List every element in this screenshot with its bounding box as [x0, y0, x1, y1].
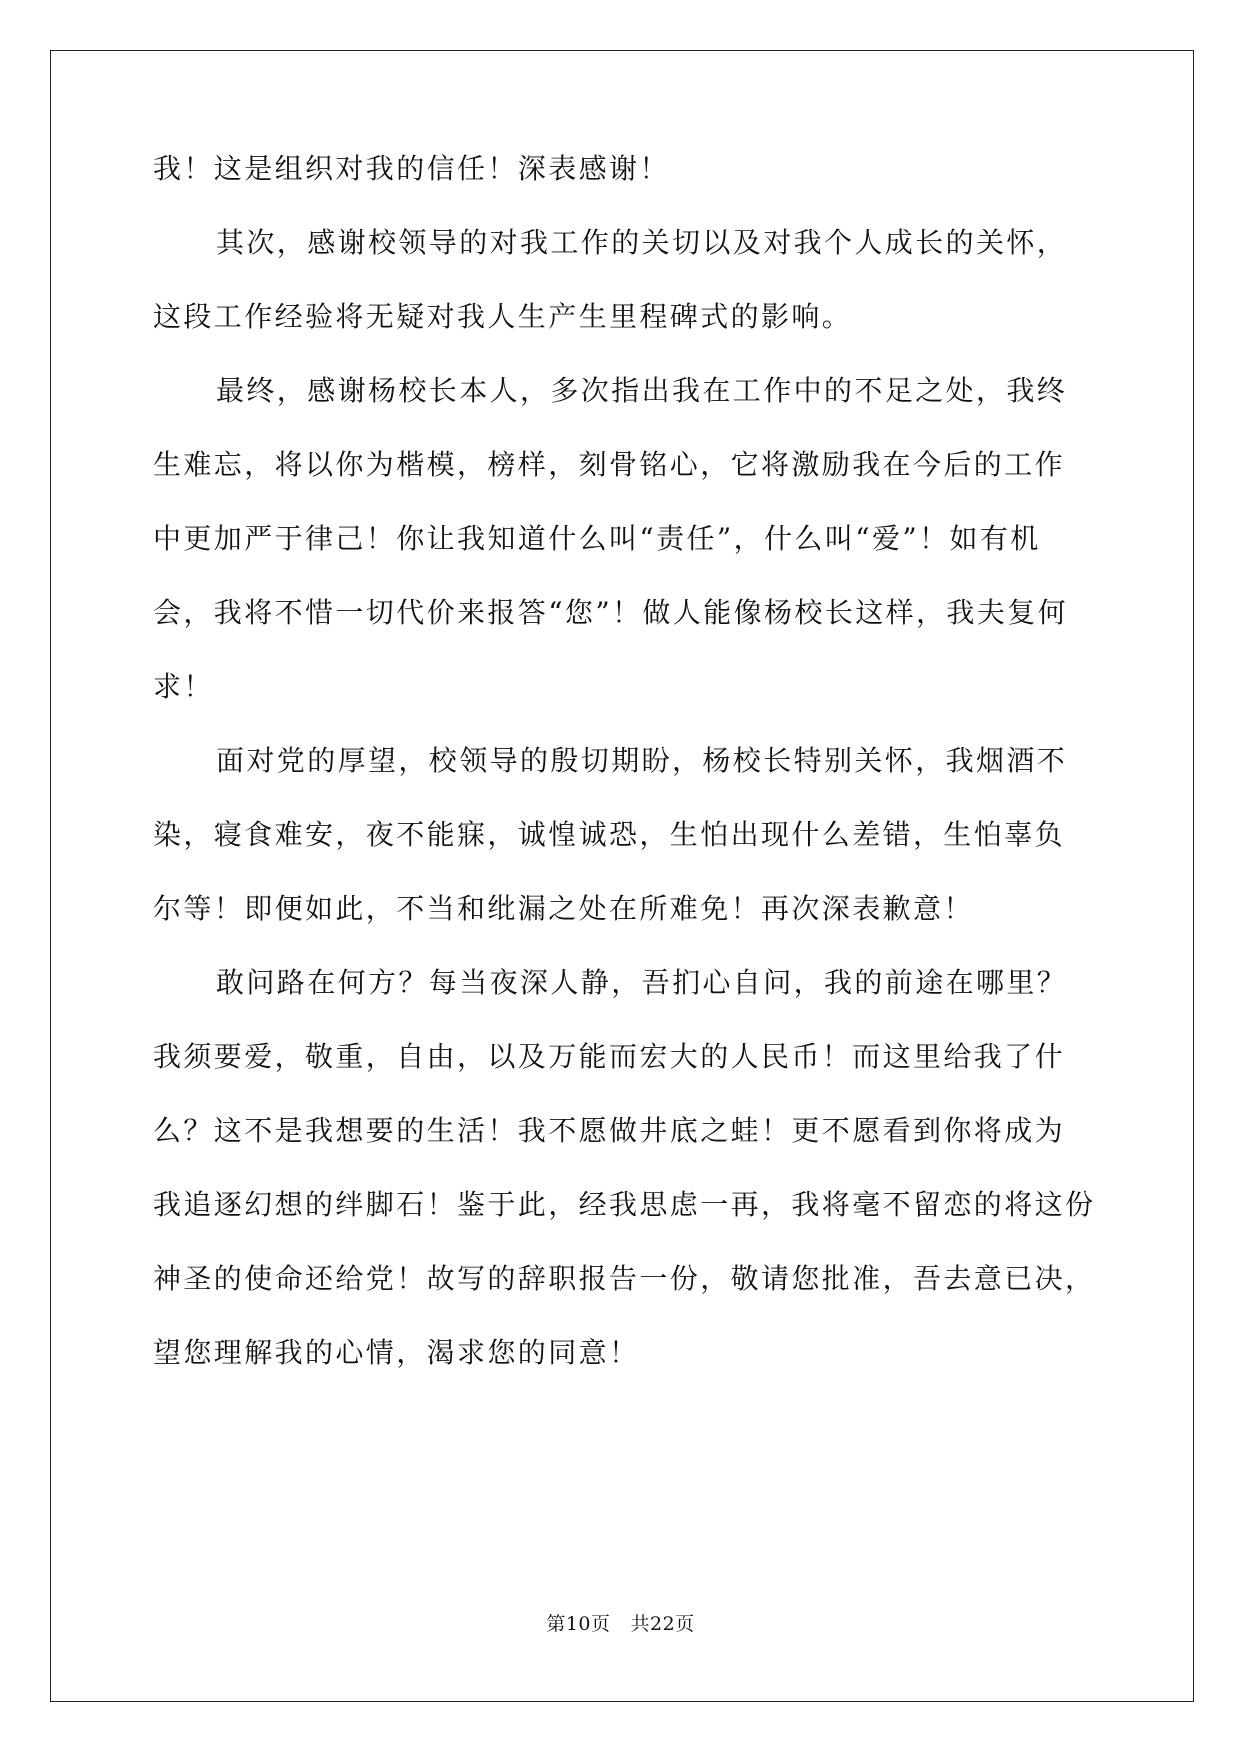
text-line: 么？这不是我想要的生活！我不愿做井底之蛙！更不愿看到你将成为 [153, 1114, 1066, 1147]
text-line: 生难忘，将以你为楷模，榜样，刻骨铭心，它将激励我在今后的工作 [153, 448, 1066, 481]
page-total: 共22页 [630, 1613, 695, 1635]
text-line: 会，我将不惜一切代价来报答“您”！做人能像杨校长这样，我夫复何 [153, 596, 1069, 629]
page-footer [0, 1612, 1241, 1636]
text-line: 我！这是组织对我的信任！深表感谢！ [153, 152, 670, 185]
text-line: 这段工作经验将无疑对我人生产生里程碑式的影响。 [153, 300, 853, 333]
paragraph-start-line: 其次，感谢校领导的对我工作的关切以及对我个人成长的关怀， [216, 226, 1068, 259]
paragraph-start-line: 敢问路在何方？每当夜深人静，吾扪心自问，我的前途在哪里？ [216, 966, 1068, 999]
text-line: 染，寝食难安，夜不能寐，诚惶诚恐，生怕出现什么差错，生怕辜负 [153, 818, 1066, 851]
text-line: 中更加严于律己！你让我知道什么叫“责任”，什么叫“爱”！如有机 [153, 522, 1041, 555]
paragraph-start-line: 最终，感谢杨校长本人，多次指出我在工作中的不足之处，我终 [216, 374, 1068, 407]
text-line: 我须要爱，敬重，自由，以及万能而宏大的人民币！而这里给我了什 [153, 1040, 1066, 1073]
text-line: 神圣的使命还给党！故写的辞职报告一份，敬请您批准，吾去意已决， [153, 1262, 1096, 1295]
page-number: 第10页 [546, 1613, 611, 1635]
text-line: 我追逐幻想的绊脚石！鉴于此，经我思虑一再，我将毫不留恋的将这份 [153, 1188, 1096, 1221]
text-line: 望您理解我的心情，渴求您的同意！ [153, 1336, 640, 1369]
text-line: 求！ [153, 670, 214, 703]
text-line: 尔等！即便如此，不当和纰漏之处在所难免！再次深表歉意！ [153, 892, 974, 925]
paragraph-start-line: 面对党的厚望，校领导的殷切期盼，杨校长特别关怀，我烟酒不 [216, 744, 1068, 777]
